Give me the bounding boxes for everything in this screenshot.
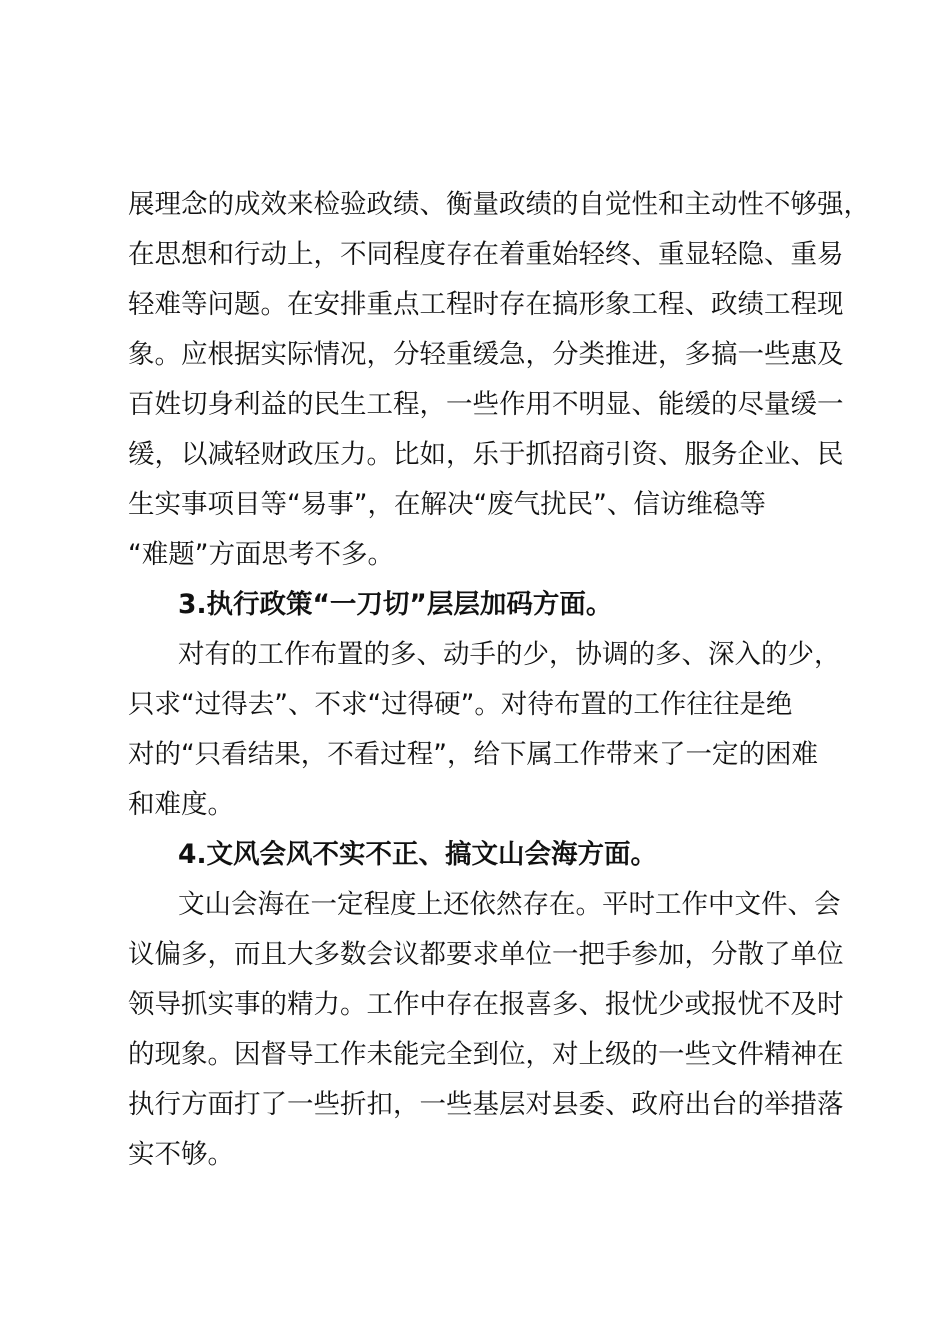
paragraph-line: 对有的工作布置的多、动手的少，协调的多、深入的少， [178, 639, 841, 670]
section-heading: 4.文风会风不实不正、搞文山会海方面。 [178, 839, 658, 870]
paragraph-line: 展理念的成效来检验政绩、衡量政绩的自觉性和主动性不够强， [128, 189, 870, 220]
paragraph-line: 百姓切身利益的民生工程，一些作用不明显、能缓的尽量缓一 [128, 389, 844, 420]
paragraph-line: “难题”方面思考不多。 [128, 539, 394, 570]
paragraph-line: 轻难等问题。在安排重点工程时存在搞形象工程、政绩工程现 [128, 289, 844, 320]
paragraph-line: 在思想和行动上，不同程度存在着重始轻终、重显轻隐、重易 [128, 239, 844, 270]
paragraph-line: 对的“只看结果，不看过程”，给下属工作带来了一定的困难 [128, 739, 818, 770]
paragraph-line: 文山会海在一定程度上还依然存在。平时工作中文件、会 [178, 889, 841, 920]
paragraph-line: 只求“过得去”、不求“过得硬”。对待布置的工作往往是绝 [128, 689, 793, 720]
paragraph-line: 执行方面打了一些折扣，一些基层对县委、政府出台的举措落 [128, 1089, 844, 1120]
paragraph-line: 的现象。因督导工作未能完全到位，对上级的一些文件精神在 [128, 1039, 844, 1070]
paragraph-line: 生实事项目等“易事”，在解决“废气扰民”、信访维稳等 [128, 489, 766, 520]
document-body [128, 180, 870, 1180]
paragraph-line: 象。应根据实际情况，分轻重缓急，分类推进，多搞一些惠及 [128, 339, 844, 370]
paragraph-line: 缓，以减轻财政压力。比如，乐于抓招商引资、服务企业、民 [128, 439, 844, 470]
paragraph-line: 领导抓实事的精力。工作中存在报喜多、报忧少或报忧不及时 [128, 989, 844, 1020]
paragraph-line: 和难度。 [128, 789, 234, 820]
paragraph-line: 实不够。 [128, 1139, 234, 1170]
section-heading: 3.执行政策“一刀切”层层加码方面。 [178, 589, 613, 620]
paragraph-line: 议偏多，而且大多数会议都要求单位一把手参加，分散了单位 [128, 939, 844, 970]
